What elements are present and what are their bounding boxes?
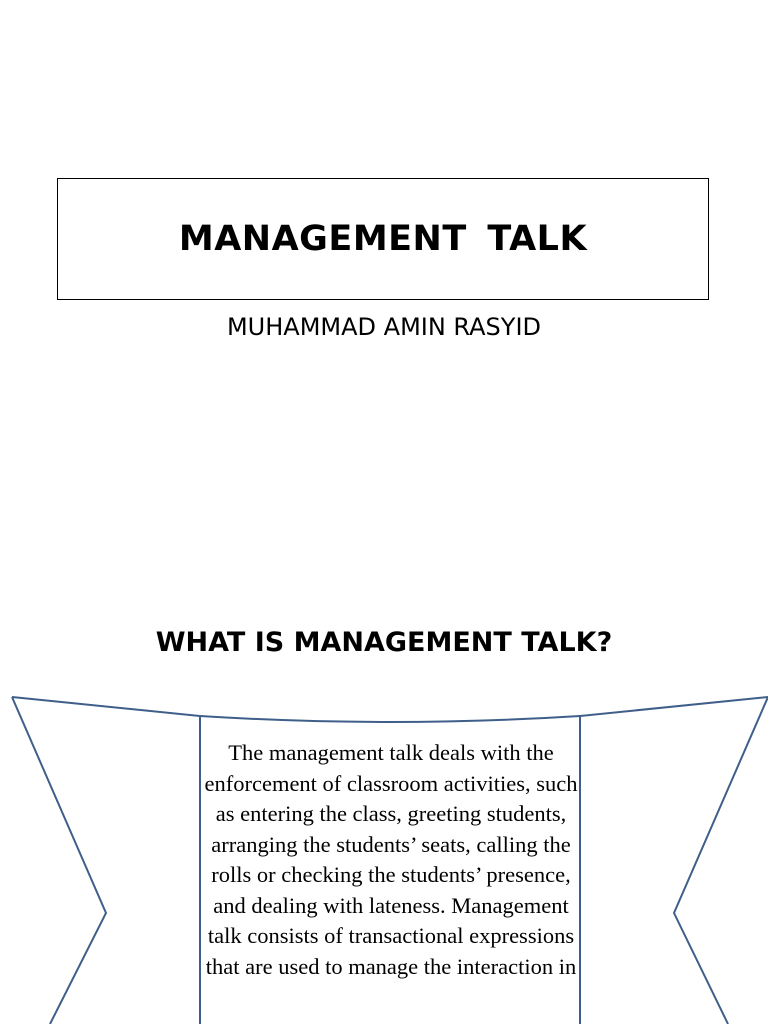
banner-right-tail xyxy=(580,697,768,1024)
banner-left-tail xyxy=(12,697,200,1024)
slide-subtitle: MUHAMMAD AMIN RASYID xyxy=(226,313,542,341)
slide-title: MANAGEMENT TALK xyxy=(178,219,588,259)
section-heading: WHAT IS MANAGEMENT TALK? xyxy=(155,627,613,658)
definition-text: The management talk deals with the enforcement of classroom activities, such as entering the class, greeting students, arranging the students’ seats, calling the rolls or checking the students’ presence, and dealing with lateness. Management talk consists of transactional expressions that are used to manage the interaction in xyxy=(204,740,578,979)
banner-top-curve xyxy=(200,716,580,722)
